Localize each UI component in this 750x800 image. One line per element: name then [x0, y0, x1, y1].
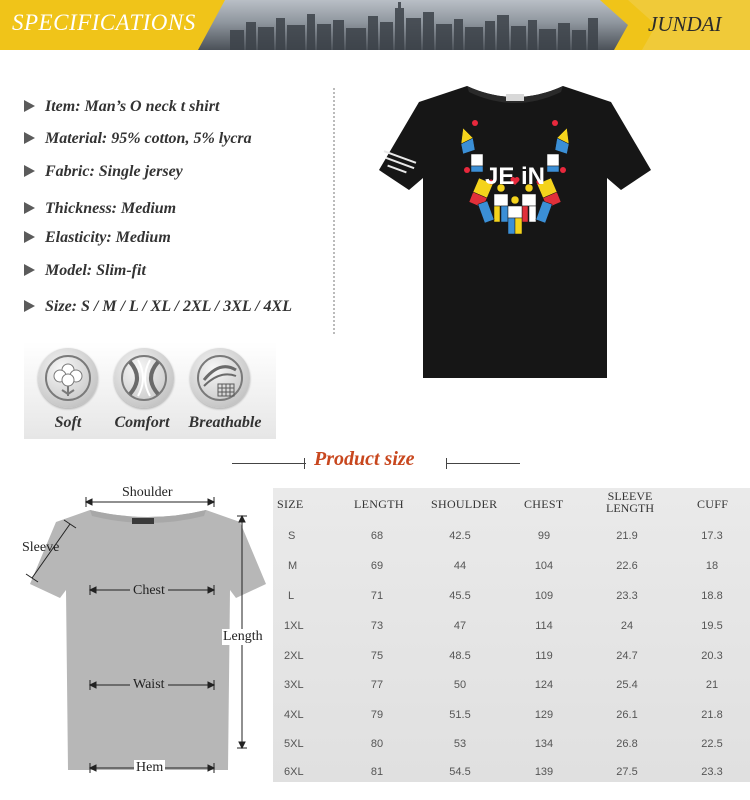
label-length: Length [223, 629, 263, 644]
black-tshirt-product-image [375, 78, 655, 383]
table-cell: 129 [534, 709, 554, 721]
table-cell: 79 [370, 709, 384, 721]
table-header-cuff: CUFF [697, 497, 729, 511]
shirt-print-text: JE iN [484, 163, 546, 190]
table-cell: L [288, 590, 295, 602]
table-cell: 71 [370, 590, 384, 602]
spec-model: Model: Slim-fit [24, 262, 146, 280]
table-cell: 124 [534, 679, 554, 691]
table-cell: 4XL [284, 709, 304, 721]
banner-title: SPECIFICATIONS [12, 10, 196, 35]
table-cell: 26.1 [616, 709, 638, 721]
table-header-sleeve-length: SLEEVE LENGTH [606, 489, 654, 515]
table-header-shoulder: SHOULDER [431, 497, 498, 511]
table-cell: 68 [370, 530, 384, 542]
table-cell: 20.3 [701, 650, 723, 662]
table-cell: 19.5 [701, 620, 723, 632]
table-cell: 26.8 [616, 738, 638, 750]
heading-rule-right [446, 463, 520, 464]
cotton-icon [38, 348, 98, 408]
spec-elasticity: Elasticity: Medium [24, 229, 171, 247]
table-cell: 109 [534, 590, 554, 602]
bullet-triangle-icon [24, 202, 35, 214]
bullet-triangle-icon [24, 100, 35, 112]
table-cell: 104 [534, 560, 554, 572]
dotted-divider [333, 88, 335, 334]
feature-label-comfort: Comfort [114, 414, 170, 431]
table-cell: 24.7 [616, 650, 638, 662]
table-cell: 81 [370, 766, 384, 778]
table-header-chest: CHEST [524, 497, 564, 511]
table-cell: 18 [705, 560, 719, 572]
header-banner [0, 0, 750, 50]
label-waist: Waist [130, 677, 168, 693]
table-cell: 22.6 [616, 560, 638, 572]
label-shoulder: Shoulder [122, 485, 173, 500]
spec-size: Size: S / M / L / XL / 2XL / 3XL / 4XL [24, 298, 292, 316]
table-header-length: LENGTH [354, 497, 404, 511]
feature-label-soft: Soft [54, 414, 82, 431]
table-cell: 134 [534, 738, 554, 750]
table-cell: 23.3 [701, 766, 723, 778]
bullet-triangle-icon [24, 132, 35, 144]
bullet-triangle-icon [24, 264, 35, 276]
table-cell: 80 [370, 738, 384, 750]
bullet-triangle-icon [24, 231, 35, 243]
table-cell: 2XL [284, 650, 304, 662]
table-cell: 42.5 [449, 530, 471, 542]
table-cell: 44 [453, 560, 467, 572]
table-cell: 50 [453, 679, 467, 691]
table-cell: 77 [370, 679, 384, 691]
table-cell: 99 [537, 530, 551, 542]
table-cell: 48.5 [449, 650, 471, 662]
label-sleeve: Sleeve [22, 540, 60, 555]
table-cell: 54.5 [449, 766, 471, 778]
stretch-icon [114, 348, 174, 408]
bullet-triangle-icon [24, 300, 35, 312]
table-cell: 3XL [284, 679, 304, 691]
table-cell: 25.4 [616, 679, 638, 691]
bullet-triangle-icon [24, 165, 35, 177]
table-cell: M [288, 560, 298, 572]
table-cell: 6XL [284, 766, 304, 778]
table-cell: 23.3 [616, 590, 638, 602]
brand-name: JUNDAI [648, 12, 722, 36]
table-cell: 24 [620, 620, 634, 632]
table-cell: 114 [535, 620, 553, 632]
table-cell: 51.5 [449, 709, 471, 721]
table-cell: 139 [534, 766, 554, 778]
feature-label-breathable: Breathable [188, 414, 262, 431]
spec-item: Item: Man’s O neck t shirt [24, 98, 219, 116]
spec-thickness: Thickness: Medium [24, 200, 176, 218]
table-cell: 27.5 [616, 766, 638, 778]
table-cell: 5XL [284, 738, 304, 750]
table-cell: 69 [370, 560, 384, 572]
heading-tick-left [304, 458, 305, 469]
table-cell: 119 [535, 650, 553, 662]
section-title: Product size [314, 448, 415, 470]
table-cell: 1XL [284, 620, 304, 632]
table-cell: 45.5 [449, 590, 471, 602]
table-cell: S [288, 530, 296, 542]
heading-rule-left [232, 463, 306, 464]
size-table [273, 488, 750, 782]
table-cell: 17.3 [701, 530, 723, 542]
table-cell: 73 [370, 620, 384, 632]
spec-fabric: Fabric: Single jersey [24, 163, 183, 181]
table-cell: 75 [370, 650, 384, 662]
table-cell: 53 [453, 738, 467, 750]
table-cell: 22.5 [701, 738, 723, 750]
mesh-icon [190, 348, 250, 408]
table-header-size: SIZE [277, 497, 304, 511]
label-hem: Hem [136, 760, 164, 775]
table-cell: 18.8 [701, 590, 723, 602]
table-cell: 21.8 [701, 709, 723, 721]
table-cell: 21 [705, 679, 719, 691]
label-chest: Chest [130, 583, 168, 599]
table-cell: 21.9 [616, 530, 638, 542]
spec-material: Material: 95% cotton, 5% lycra [24, 130, 252, 148]
table-cell: 47 [453, 620, 467, 632]
